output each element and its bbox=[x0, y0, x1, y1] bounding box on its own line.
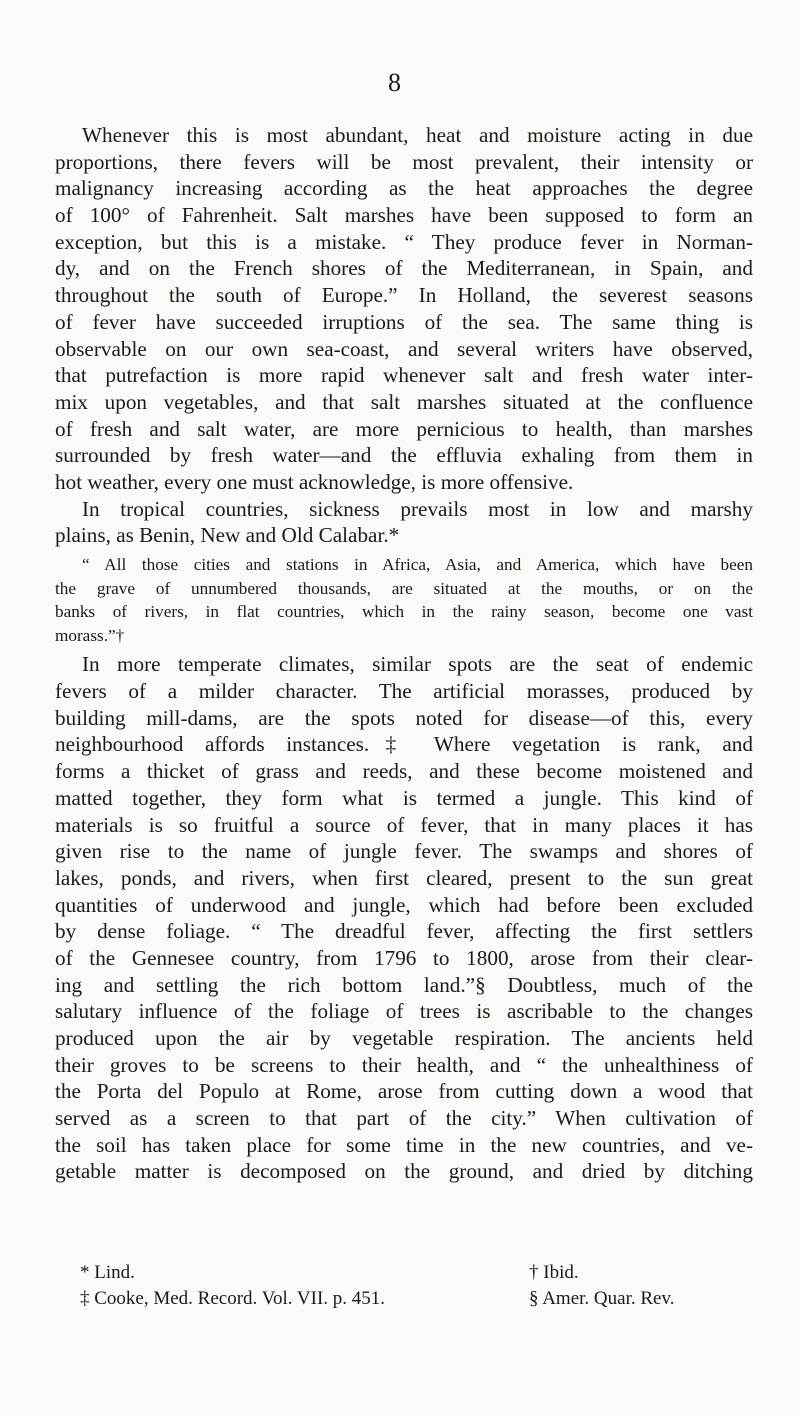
text-line: materials is so fruitful a source of fever, that in many places it has bbox=[55, 812, 753, 837]
text-line: of 100° of Fahrenheit. Salt marshes have been supposed to form an bbox=[55, 203, 753, 228]
text-line: In more temperate climates, similar spots are the seat of endemic bbox=[82, 652, 753, 677]
text-line: Whenever this is most abundant, heat and moisture acting in due bbox=[82, 123, 753, 147]
footnote-amer-quar-rev: § Amer. Quar. Rev. bbox=[529, 1288, 675, 1309]
quote-line: morass.”† bbox=[55, 625, 125, 645]
text-line: getable matter is decomposed on the ground, and dried by ditching bbox=[55, 1159, 753, 1184]
footnote-row bbox=[80, 1286, 760, 1312]
text-line: the soil has taken place for some time in the new countries, and ve- bbox=[55, 1132, 753, 1157]
page-number: 8 bbox=[388, 68, 402, 97]
paragraph-3 bbox=[55, 651, 753, 1185]
footnote-cooke: ‡ Cooke, Med. Record. Vol. VII. p. 451. bbox=[80, 1288, 386, 1309]
paragraph-2 bbox=[55, 496, 753, 549]
text-line: neighbourhood affords instances.‡ Where vegetation is rank, and bbox=[55, 732, 753, 757]
text-line: dy, and on the French shores of the Mediterranean, in Spain, and bbox=[55, 256, 753, 281]
footnote-row bbox=[80, 1260, 760, 1286]
text-line: In tropical countries, sickness prevails most in low and marshy bbox=[82, 496, 753, 521]
text-line: hot weather, every one must acknowledge, is more offensive. bbox=[55, 469, 574, 494]
quote-line: banks of rivers, in flat countries, which in the rainy season, become one vast bbox=[55, 602, 753, 622]
text-line: building mill-dams, are the spots noted for disease—of this, every bbox=[55, 705, 753, 730]
footnote-lind: * Lind. bbox=[80, 1262, 135, 1283]
text-line: plains, as Benin, New and Old Calabar.* bbox=[55, 523, 400, 548]
text-line: that putrefaction is more rapid whenever salt and fresh water inter- bbox=[55, 363, 753, 388]
text-line: forms a thicket of grass and reeds, and these become moistened and bbox=[55, 759, 753, 784]
text-line: of fresh and salt water, are more pernicious to health, than marshes bbox=[55, 416, 753, 441]
text-line: of the Gennesee country, from 1796 to 1800, arose from their clear- bbox=[55, 945, 753, 970]
text-line: served as a screen to that part of the city.” When cultivation of bbox=[55, 1106, 753, 1131]
text-line: fevers of a milder character. The artificial morasses, produced by bbox=[55, 679, 753, 704]
text-line: quantities of underwood and jungle, which had before been excluded bbox=[55, 892, 753, 917]
text-line: proportions, there fevers will be most prevalent, their intensity or bbox=[55, 149, 753, 174]
quote-line: “ All those cities and stations in Africa, Asia, and America, which have been bbox=[82, 555, 753, 574]
text-line: given rise to the name of jungle fever. The swamps and shores of bbox=[55, 839, 753, 864]
text-line: throughout the south of Europe.” In Holland, the severest seasons bbox=[55, 283, 753, 308]
text-line: surrounded by fresh water—and the effluvia exhaling from them in bbox=[55, 443, 753, 468]
text-line: of fever have succeeded irruptions of the sea. The same thing is bbox=[55, 309, 753, 334]
text-line: their groves to be screens to their health, and “ the unhealthiness of bbox=[55, 1052, 753, 1077]
quotation bbox=[55, 553, 753, 647]
footnotes bbox=[80, 1260, 760, 1312]
text-line: malignancy increasing according as the heat approaches the degree bbox=[55, 176, 753, 201]
paragraph-1 bbox=[55, 122, 753, 496]
quote-line: the grave of unnumbered thousands, are situated at the mouths, or on the bbox=[55, 578, 753, 598]
text-line: by dense foliage. “ The dreadful fever, affecting the first settlers bbox=[55, 919, 753, 944]
text-line: the Porta del Populo at Rome, arose from cutting down a wood that bbox=[55, 1079, 753, 1104]
text-line: observable on our own sea-coast, and several writers have observed, bbox=[55, 336, 753, 361]
text-line: produced upon the air by vegetable respiration. The ancients held bbox=[55, 1026, 753, 1050]
text-line: salutary influence of the foliage of trees is ascribable to the changes bbox=[55, 999, 753, 1024]
text-line: lakes, ponds, and rivers, when first cleared, present to the sun great bbox=[55, 865, 753, 890]
footnote-ibid: † Ibid. bbox=[529, 1262, 579, 1283]
text-line: matted together, they form what is termed a jungle. This kind of bbox=[55, 785, 753, 810]
text-line: exception, but this is a mistake. “ They produce fever in Norman- bbox=[55, 229, 753, 254]
text-line: ing and settling the rich bottom land.”§ Doubtless, much of the bbox=[55, 972, 753, 997]
body-text bbox=[55, 122, 753, 1185]
text-line: mix upon vegetables, and that salt marshes situated at the confluence bbox=[55, 389, 753, 414]
